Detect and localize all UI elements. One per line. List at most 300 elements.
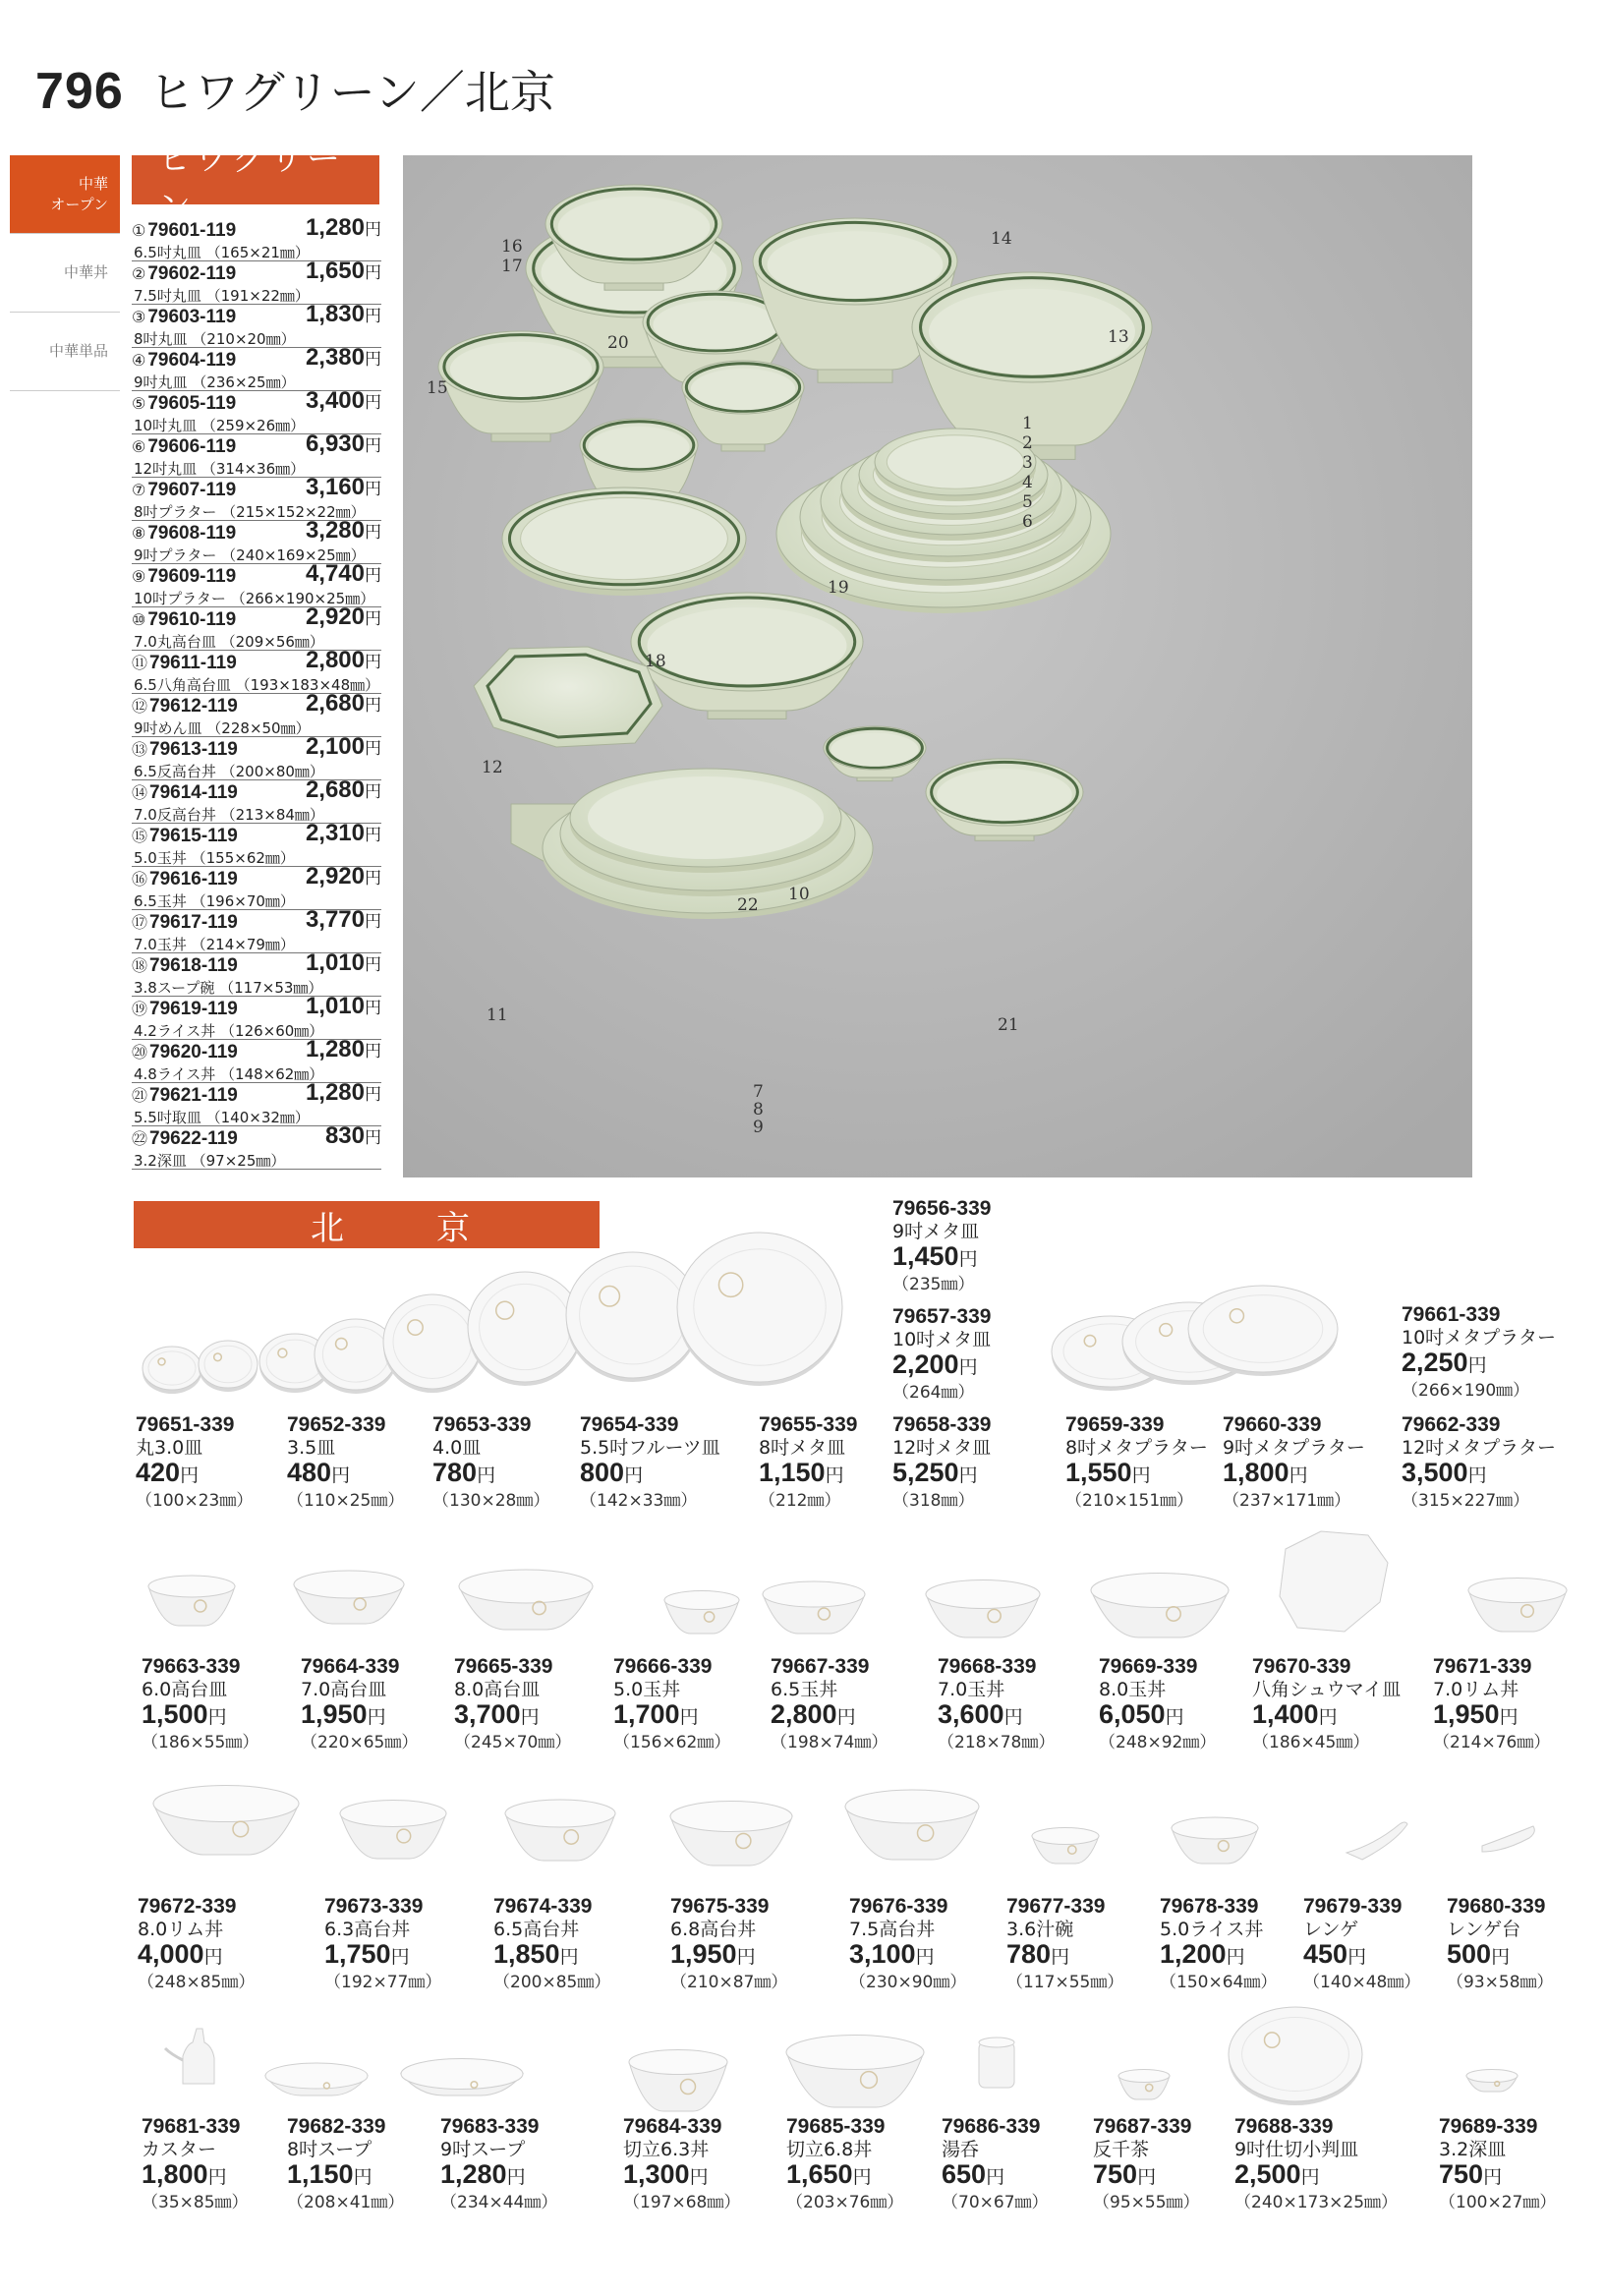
- pekin-item-yen: 円: [477, 1465, 496, 1486]
- pekin-item-yen: 円: [1137, 2167, 1157, 2188]
- hiwa-item-code-wrap: [132, 1083, 238, 1107]
- flower-pattern: [354, 1598, 366, 1610]
- white-plate-well: [1136, 1311, 1243, 1372]
- pekin-product-item: [1234, 2115, 1399, 2213]
- pekin-yunomi: [979, 2038, 1014, 2088]
- white-bowl-rim: [459, 1570, 593, 1603]
- hiwa-item-code: 79620-119: [149, 1042, 238, 1062]
- hiwa-item-yen: 円: [365, 523, 381, 542]
- pekin-item-size: （245×70㎜）: [454, 1733, 572, 1752]
- pekin-product-item: [142, 1655, 289, 1753]
- flower-pattern: [496, 1301, 514, 1319]
- hiwa-item-yen: 円: [365, 739, 381, 758]
- pekin-item-price-wrap: [938, 1700, 1085, 1732]
- pekin-item-size: （237×171㎜）: [1223, 1491, 1351, 1511]
- pekin-item-price-wrap: [942, 2160, 1089, 2192]
- photo-item-label: 9: [753, 1118, 764, 1137]
- hiwa-item-price-wrap: [306, 1036, 381, 1063]
- pekin-plate: [259, 1334, 330, 1393]
- flower-pattern: [1146, 2084, 1153, 2091]
- pekin-item-name: 6.0高台皿: [142, 1679, 228, 1700]
- flower-pattern: [1068, 1846, 1076, 1854]
- white-bowl-body: [629, 2062, 727, 2111]
- flower-pattern: [861, 2072, 878, 2089]
- hiwa-item-yen: 円: [365, 696, 381, 715]
- pekin-item-yen: 円: [1300, 2167, 1320, 2188]
- hiwa-list-item: [132, 1122, 381, 1170]
- pekin-renge: [1346, 1822, 1534, 1860]
- side-tabs: [10, 155, 120, 391]
- hiwa-list-item: [132, 214, 381, 261]
- pekin-item-yen: 円: [1467, 1355, 1487, 1376]
- white-plate-shadow: [1188, 1290, 1338, 1376]
- page-header: [35, 57, 555, 126]
- pekin-item-price-wrap: [1402, 1349, 1549, 1380]
- hiwa-item-code: 79616-119: [149, 869, 238, 890]
- pekin-item-code: 79661-339: [1402, 1303, 1501, 1326]
- hiwa-item-code-wrap: [132, 910, 238, 934]
- white-bowl-body: [786, 2052, 924, 2107]
- hiwa-green-product-photo: [403, 155, 1472, 1177]
- pekin-item-yen: 円: [958, 1249, 978, 1270]
- white-bowl-rim: [1118, 2070, 1170, 2083]
- white-plate: [383, 1294, 482, 1389]
- white-plate-well: [1242, 2018, 1349, 2092]
- flower-pattern: [818, 1608, 830, 1620]
- pekin-bowl: [845, 1790, 979, 1860]
- hiwa-item-price-wrap: [306, 1079, 381, 1107]
- pekin-item-code: 79667-339: [771, 1655, 870, 1678]
- pekin-product-item: [670, 1895, 818, 1993]
- pekin-item-code: 79679-339: [1303, 1895, 1403, 1918]
- pekin-item-yen: 円: [353, 2167, 372, 2188]
- pekin-product-item: [938, 1655, 1085, 1753]
- white-plate-well: [322, 1327, 388, 1382]
- pekin-product-item: [613, 1655, 761, 1753]
- hiwa-item-description: 10吋プラター （266×190×25㎜）: [134, 590, 375, 607]
- hiwa-item-price: 1,280: [305, 214, 365, 241]
- pekin-item-price-wrap: [1223, 1459, 1370, 1490]
- pekin-item-name: 切立6.8丼: [786, 2139, 873, 2160]
- white-bowl-rim: [786, 2036, 924, 2070]
- hiwa-item-price-wrap: [306, 776, 381, 804]
- renge-stand: [1482, 1826, 1534, 1852]
- pekin-item-price-wrap: [1447, 1940, 1594, 1972]
- pekin-item-price-wrap: [892, 1350, 1040, 1382]
- pekin-item-price-wrap: [1160, 1940, 1307, 1972]
- hiwa-item-code: 79615-119: [149, 826, 238, 846]
- white-plate: [1052, 1316, 1170, 1387]
- photo-item-label: 16: [501, 237, 523, 257]
- hiwa-list-item: [132, 690, 381, 737]
- hiwa-item-description: 6.5玉丼 （196×70㎜）: [134, 892, 295, 910]
- pekin-item-name: 10吋メタ皿: [892, 1329, 992, 1350]
- pekin-product-item: [892, 1413, 1040, 1512]
- pekin-item-price: 3,100: [849, 1939, 916, 1969]
- hiwa-item-price-wrap: [306, 863, 381, 890]
- flower-pattern: [408, 1320, 423, 1335]
- pekin-item-code: 79657-339: [892, 1305, 992, 1328]
- pekin-item-yen: 円: [958, 1465, 978, 1486]
- pekin-item-size: （315×227㎜）: [1402, 1491, 1530, 1511]
- hiwa-item-code: 79609-119: [147, 566, 237, 587]
- white-plate-well: [694, 1249, 826, 1366]
- pekin-item-size: （100×23㎜）: [136, 1491, 254, 1511]
- hiwa-item-yen: 円: [365, 782, 381, 801]
- plate: [502, 488, 746, 596]
- hiwa-item-description: 10吋丸皿 （259×26㎜）: [134, 417, 306, 434]
- pekin-item-price-wrap: [771, 1700, 918, 1732]
- hiwa-item-price: 3,770: [305, 906, 365, 933]
- pekin-item-code: 79660-339: [1223, 1413, 1322, 1436]
- hiwa-item-price: 6,930: [305, 430, 365, 457]
- side-tab-chuka-tanpin[interactable]: 中華単品: [10, 313, 120, 391]
- pekin-item-price: 2,200: [892, 1349, 959, 1379]
- side-tab-chukadon[interactable]: 中華丼: [10, 234, 120, 313]
- white-plate-shadow: [566, 1256, 700, 1382]
- hiwa-item-code: 79604-119: [147, 350, 237, 371]
- hiwa-item-header: [132, 603, 381, 631]
- pekin-bowl: [1468, 1578, 1567, 1633]
- pekin-item-price: 1,550: [1065, 1458, 1132, 1487]
- caster-body: [183, 2029, 214, 2084]
- white-bowl-body: [1468, 1590, 1567, 1632]
- pekin-item-code: 79685-339: [786, 2115, 886, 2138]
- pekin-product-item: [786, 2115, 934, 2213]
- white-bowl-body: [1091, 1590, 1229, 1637]
- pekin-item-name: 9吋スープ: [440, 2139, 526, 2160]
- hiwa-item-code-wrap: [132, 307, 236, 328]
- hiwa-item-yen: 円: [365, 955, 381, 974]
- white-bowl-body: [148, 1586, 235, 1626]
- bowl-foot: [708, 711, 786, 718]
- photo-item-label: 12: [482, 758, 503, 777]
- pekin-item-yen: 円: [679, 1707, 699, 1728]
- hiwa-item-code-wrap: [132, 953, 238, 977]
- pekin-item-price: 1,950: [301, 1699, 368, 1729]
- hiwa-item-description: 6.5反高台丼 （200×80㎜）: [134, 763, 324, 780]
- hiwa-item-yen: 円: [365, 609, 381, 628]
- pekin-item-price-wrap: [613, 1700, 761, 1732]
- white-plate: [259, 1334, 330, 1389]
- hiwa-item-number: ④: [132, 353, 146, 370]
- pekin-item-yen: 円: [180, 1465, 200, 1486]
- hiwa-list-item: [132, 776, 381, 824]
- pekin-item-name: 7.0玉丼: [938, 1679, 1005, 1700]
- pekin-product-item: [771, 1655, 918, 1753]
- white-plate-shadow: [199, 1345, 258, 1392]
- photo-item-label: 14: [991, 229, 1012, 249]
- pekin-item-name: 10吋メタプラター: [1402, 1327, 1556, 1349]
- pekin-item-yen: 円: [825, 1465, 844, 1486]
- white-plate-shadow: [1052, 1320, 1170, 1391]
- bowl-inside: [937, 769, 1072, 821]
- hiwa-item-header: [132, 387, 381, 415]
- pekin-item-name: 7.0リム丼: [1433, 1679, 1519, 1700]
- pekin-item-yen: 円: [958, 1357, 978, 1378]
- hiwa-item-description: 7.0丸高台皿 （209×56㎜）: [134, 633, 324, 651]
- hiwa-item-price: 3,280: [305, 517, 365, 544]
- hiwa-item-price-wrap: [306, 258, 381, 285]
- hiwa-item-description: 7.5吋丸皿 （191×22㎜）: [134, 287, 310, 305]
- pekin-item-price-wrap: [1439, 2160, 1586, 2192]
- pekin-item-yen: 円: [1347, 1947, 1367, 1968]
- white-plate: [468, 1272, 582, 1382]
- pekin-item-code: 79663-339: [142, 1655, 241, 1678]
- pekin-item-price: 780: [432, 1458, 478, 1487]
- hiwa-item-number: ⑲: [132, 1002, 148, 1018]
- bowl-inside: [768, 231, 944, 299]
- hiwa-item-code-wrap: [132, 867, 238, 890]
- pekin-item-code: 79689-339: [1439, 2115, 1538, 2138]
- hiwa-item-code: 79606-119: [147, 436, 237, 457]
- pekin-product-item: [432, 1413, 580, 1512]
- pekin-item-name: 9吋メタ皿: [892, 1221, 980, 1242]
- pekin-item-yen: 円: [689, 2167, 709, 2188]
- flower-pattern: [681, 2080, 696, 2095]
- pekin-item-code: 79658-339: [892, 1413, 992, 1436]
- pekin-teacup: [1118, 2070, 1170, 2100]
- pekin-item-yen: 円: [736, 1947, 756, 1968]
- hiwa-item-code-wrap: [132, 997, 238, 1020]
- white-bowl-body: [670, 1816, 792, 1866]
- pekin-product-item: [1402, 1303, 1556, 1402]
- pekin-item-price: 750: [1093, 2159, 1138, 2189]
- white-bowl-body: [153, 1804, 299, 1855]
- hiwa-item-code: 79607-119: [147, 480, 237, 500]
- white-bowl-body: [664, 1600, 739, 1634]
- hiwa-item-price-wrap: [306, 560, 381, 588]
- white-bowl-rim: [926, 1580, 1040, 1609]
- pekin-item-price: 1,400: [1252, 1699, 1319, 1729]
- white-bowl-body: [459, 1586, 593, 1630]
- hiwa-list-item: [132, 1079, 381, 1126]
- pekin-product-item: [1439, 2115, 1586, 2213]
- bowl-foot: [721, 444, 765, 451]
- pekin-bowl: [926, 1580, 1040, 1638]
- white-bowl-rim: [845, 1790, 979, 1823]
- flower-pattern: [278, 1349, 287, 1357]
- bowl-inside: [929, 289, 1135, 374]
- hiwa-item-yen: 円: [365, 653, 381, 671]
- flower-pattern: [1230, 1309, 1243, 1323]
- pekin-item-yen: 円: [559, 1947, 579, 1968]
- plate-well: [521, 497, 728, 579]
- white-plate: [143, 1347, 201, 1390]
- pekin-item-name: カスター: [142, 2139, 217, 2160]
- white-plate-well: [1063, 1324, 1158, 1379]
- photo-item-label: 19: [828, 578, 849, 598]
- bowl-foot: [857, 777, 892, 781]
- hiwa-item-code-wrap: [132, 523, 236, 545]
- pekin-item-size: （208×41㎜）: [287, 2193, 405, 2212]
- hiwa-item-price: 2,100: [305, 733, 365, 760]
- pekin-product-item: [1402, 1413, 1556, 1512]
- pekin-item-size: （248×85㎜）: [138, 1973, 256, 1992]
- pekin-product-item: [324, 1895, 472, 1993]
- pekin-plate: [566, 1252, 700, 1382]
- side-tab-chuka-open[interactable]: 中華 オープン: [10, 155, 120, 234]
- hiwa-item-price: 1,650: [305, 258, 365, 284]
- hiwa-item-number: ⑦: [132, 483, 146, 499]
- pekin-item-size: （220×65㎜）: [301, 1733, 419, 1752]
- hiwa-item-number: ⑫: [132, 699, 148, 716]
- pekin-product-item: [454, 1655, 602, 1753]
- hiwa-item-yen: 円: [365, 480, 381, 498]
- white-bowl-body: [265, 2076, 368, 2095]
- pekin-item-name: 5.0ライス丼: [1160, 1919, 1264, 1940]
- pekin-plate: [199, 1341, 258, 1392]
- pekin-item-price-wrap: [892, 1459, 1040, 1490]
- photo-item-label: 20: [607, 333, 629, 353]
- pekin-item-code: 79668-339: [938, 1655, 1037, 1678]
- flower-pattern: [718, 1273, 742, 1296]
- pekin-bowl: [340, 1801, 446, 1860]
- hiwa-item-number: ⑨: [132, 569, 146, 586]
- pekin-bowl: [459, 1570, 593, 1630]
- hiwa-item-yen: 円: [365, 566, 381, 585]
- pekin-item-size: （140×48㎜）: [1303, 1973, 1421, 1992]
- pekin-item-name: レンゲ台: [1447, 1919, 1521, 1940]
- hiwa-item-description: 6.5八角高台皿 （193×183×48㎜）: [134, 676, 380, 694]
- pekin-item-price: 1,950: [1433, 1699, 1500, 1729]
- pekin-item-price-wrap: [1093, 2160, 1240, 2192]
- hiwa-item-number: ⑥: [132, 439, 146, 456]
- photo-item-label: 2: [1022, 433, 1033, 453]
- pekin-item-name: 切立6.3丼: [623, 2139, 710, 2160]
- pekin-product-item: [942, 2115, 1089, 2213]
- pekin-item-size: （203×76㎜）: [786, 2193, 904, 2212]
- pekin-item-yen: 円: [203, 1947, 223, 1968]
- bowl-foot: [975, 835, 1034, 840]
- hiwa-item-code: 79614-119: [149, 782, 238, 803]
- pekin-item-size: （110×25㎜）: [287, 1491, 405, 1511]
- hiwa-item-price: 1,830: [305, 301, 365, 327]
- pekin-product-item: [1065, 1413, 1213, 1512]
- pekin-item-code: 79688-339: [1234, 2115, 1334, 2138]
- pekin-item-yen: 円: [1499, 1707, 1518, 1728]
- hiwa-green-banner: ヒワグリーン: [132, 155, 379, 204]
- pekin-item-code: 79675-339: [670, 1895, 770, 1918]
- hiwa-item-price: 2,310: [305, 820, 365, 846]
- pekin-bowl: [763, 1581, 865, 1634]
- pekin-item-yen: 円: [1318, 1707, 1338, 1728]
- pekin-plate: [383, 1294, 482, 1393]
- pekin-bowl: [294, 1571, 404, 1624]
- hiwa-item-code-wrap: [132, 1126, 238, 1150]
- plate: [875, 429, 1036, 501]
- pekin-product-item: [1160, 1895, 1307, 1993]
- hiwa-item-description: 5.5吋取皿 （140×32㎜）: [134, 1109, 310, 1126]
- renge-spoon: [1346, 1822, 1407, 1860]
- pekin-item-price-wrap: [142, 1700, 289, 1732]
- pekin-item-code: 79656-339: [892, 1197, 992, 1220]
- white-plate-well: [393, 1305, 472, 1379]
- pekin-item-price: 1,800: [1223, 1458, 1289, 1487]
- photo-item-label: 13: [1108, 327, 1129, 347]
- pekin-item-name: 8.0玉丼: [1099, 1679, 1167, 1700]
- pekin-item-yen: 円: [207, 1707, 227, 1728]
- hiwa-list-item: [132, 301, 381, 348]
- pekin-item-size: （142×33㎜）: [580, 1491, 698, 1511]
- hiwa-item-code: 79617-119: [149, 912, 238, 933]
- pekin-item-price: 780: [1006, 1939, 1052, 1969]
- hiwa-list-item: [132, 344, 381, 391]
- yunomi-rim: [979, 2038, 1014, 2047]
- pekin-item-price-wrap: [287, 2160, 434, 2192]
- hiwa-item-number: ⑩: [132, 612, 146, 629]
- photo-item-label: 3: [1022, 453, 1033, 473]
- hiwa-item-description: 9吋プラター （240×169×25㎜）: [134, 546, 366, 564]
- hiwa-item-yen: 円: [365, 220, 381, 239]
- pekin-item-size: （93×58㎜）: [1447, 1973, 1554, 1992]
- hiwa-item-header: [132, 1079, 381, 1107]
- white-plate-shadow: [315, 1323, 397, 1394]
- hiwa-item-price-wrap: [306, 430, 381, 458]
- photo-item-label: 10: [788, 885, 810, 904]
- flower-pattern: [1084, 1335, 1096, 1347]
- pekin-product-item: [580, 1413, 727, 1512]
- hiwa-item-number: ⑪: [132, 656, 148, 672]
- white-bowl-body: [505, 1813, 615, 1861]
- hiwa-item-code: 79622-119: [149, 1128, 238, 1149]
- hiwa-item-number: ⑬: [132, 742, 148, 759]
- pekin-item-price-wrap: [454, 1700, 602, 1732]
- hiwa-item-header: [132, 906, 381, 934]
- caster-spout: [165, 2048, 183, 2060]
- pekin-item-price-wrap: [493, 1940, 641, 1972]
- pekin-item-price-wrap: [1433, 1700, 1580, 1732]
- hiwa-item-number: ③: [132, 310, 146, 326]
- white-octagonal-dish: [1280, 1531, 1388, 1632]
- pekin-product-item: [1447, 1895, 1594, 1993]
- flower-pattern: [214, 1353, 222, 1361]
- pekin-item-price: 1,300: [623, 2159, 690, 2189]
- hiwa-item-code: 79621-119: [149, 1085, 238, 1106]
- photo-item-label: 15: [427, 378, 448, 398]
- pekin-item-name: 6.3高台丼: [324, 1919, 411, 1940]
- bowl-inside: [653, 301, 777, 350]
- pekin-item-size: （318㎜）: [892, 1491, 975, 1511]
- white-bowl-rim: [1172, 1817, 1258, 1839]
- pekin-item-code: 79673-339: [324, 1895, 424, 1918]
- hiwa-item-code-wrap: [132, 350, 236, 372]
- pekin-plate: [315, 1319, 397, 1394]
- hiwa-item-yen: 円: [365, 826, 381, 844]
- hiwa-item-number: ⑳: [132, 1045, 148, 1062]
- white-plate-well: [266, 1340, 323, 1383]
- hiwa-item-code-wrap: [132, 694, 238, 718]
- hiwa-item-price-wrap: [306, 474, 381, 501]
- hiwa-list-item: [132, 517, 381, 564]
- pekin-item-price: 6,050: [1099, 1699, 1166, 1729]
- pekin-plate: [677, 1233, 842, 1386]
- hiwa-item-price-wrap: [306, 603, 381, 631]
- pekin-item-price-wrap: [432, 1459, 580, 1490]
- hiwa-item-header: [132, 430, 381, 458]
- pekin-item-code: 79654-339: [580, 1413, 679, 1436]
- pekin-item-price-wrap: [1006, 1940, 1154, 1972]
- pekin-item-size: （210×87㎜）: [670, 1973, 788, 1992]
- hiwa-item-price: 1,010: [305, 993, 365, 1019]
- pekin-bowl: [1091, 1574, 1229, 1638]
- hiwa-item-description: 4.8ライス丼 （148×62㎜）: [134, 1065, 324, 1083]
- white-bowl-body: [294, 1584, 404, 1624]
- hiwa-item-code-wrap: [132, 220, 236, 242]
- pekin-item-code: 79662-339: [1402, 1413, 1501, 1436]
- hiwa-item-price-wrap: [306, 344, 381, 372]
- pekin-item-yen: 円: [852, 2167, 872, 2188]
